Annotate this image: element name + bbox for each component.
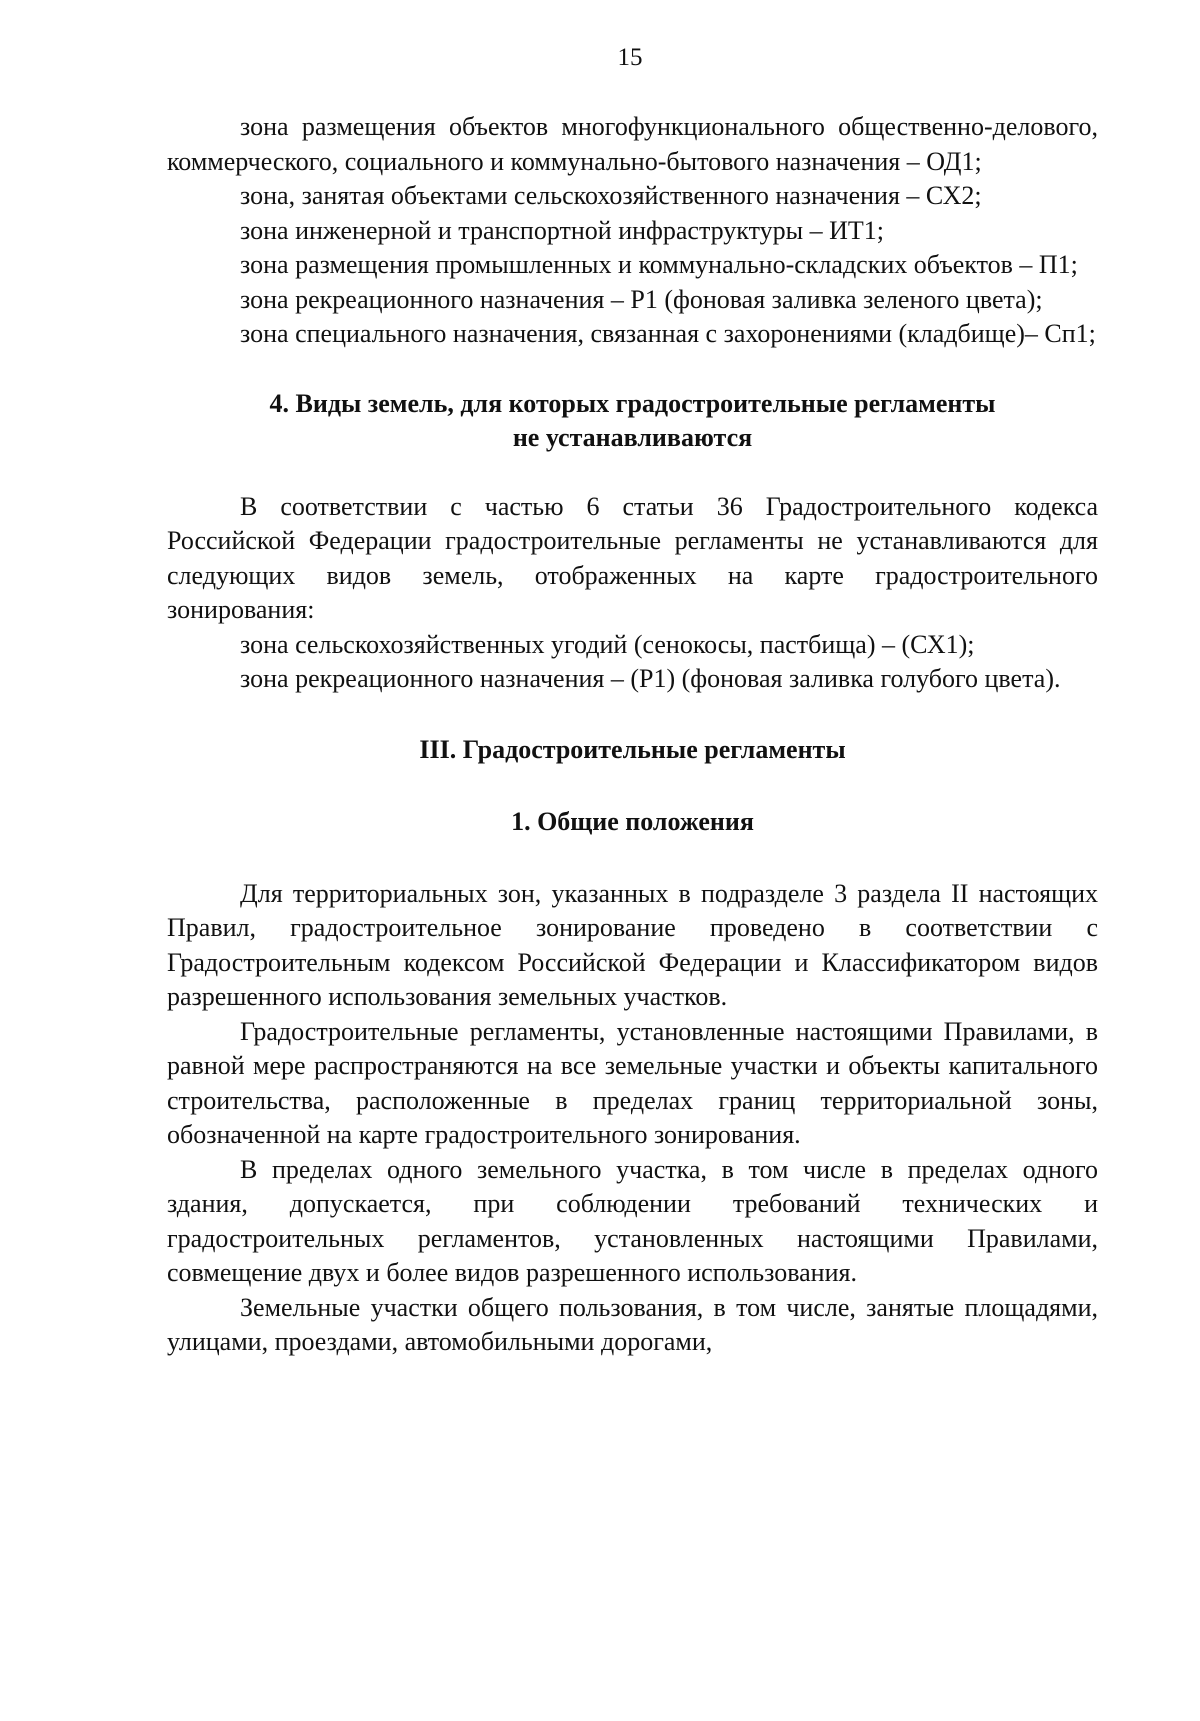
section-4-heading-line-2: не устанавливаются [512,423,753,452]
section-3-heading: III. Градостроительные регламенты [419,734,846,764]
zone-item-r1: зона рекреационного назначения – Р1 (фоновая заливка зеленого цвета); [240,284,1043,314]
zone-item-p1: зона размещения промышленных и коммунально-складских объектов – П1; [240,250,1078,279]
page-number: 15 [617,44,643,71]
section-4-heading [167,387,1098,456]
subsection-1-paragraph: Градостроительные регламенты, установленные настоящими Правилами, в равной мере распространяются на все земельные участки и объекты капитального строительства, расположенные в пределах границ территориальной зоны, обозначенной на карте градостроительного зонирования. [167,1016,1098,1149]
zone-item-sp1: зона специального назначения, связанная с захоронениями (кладбище)– Сп1; [240,319,1096,348]
zone-item-sx2: зона, занятая объектами сельскохозяйственного назначения – СХ2; [240,181,982,210]
section-4-paragraph-sx1: зона сельскохозяйственных угодий (сенокосы, пастбища) – (СХ1); [240,629,975,659]
document-body [167,110,1098,1360]
zone-item-od1: зона размещения объектов многофункционального общественно-делового, коммерческого, социального и коммунально-бытового назначения – ОД1; [167,112,1098,176]
subsection-1-paragraph: Земельные участки общего пользования, в том числе, занятые площадями, улицами, проездами, автомобильными дорогами, [167,1292,1098,1356]
section-4-paragraph-intro: В соответствии с частью 6 статьи 36 Градостроительного кодекса Российской Федерации градостроительные регламенты не устанавливаются для следующих видов земель, отображенных на карте градостроительного зонирования: [167,491,1098,624]
subsection-1-paragraph: В пределах одного земельного участка, в том числе в пределах одного здания, допускается, при соблюдении требований технических и градостроительных регламентов, установленных настоящими Правилами, совмещение двух и более видов разрешенного использования. [167,1154,1098,1287]
section-4-paragraph-r1: зона рекреационного назначения – (Р1) (фоновая заливка голубого цвета). [240,664,1061,693]
subsection-1-heading: 1. Общие положения [511,807,754,836]
subsection-1-paragraph: Для территориальных зон, указанных в подразделе 3 раздела II настоящих Правил, градостроительное зонирование проведено в соответствии с Градостроительным кодексом Российской Федерации и Классификатором видов разрешенного использования земельных участков. [167,878,1098,1011]
zone-item-it1: зона инженерной и транспортной инфраструктуры – ИТ1; [240,215,884,245]
section-4-heading-line-1: 4. Виды земель, для которых градостроительные регламенты [269,388,996,418]
